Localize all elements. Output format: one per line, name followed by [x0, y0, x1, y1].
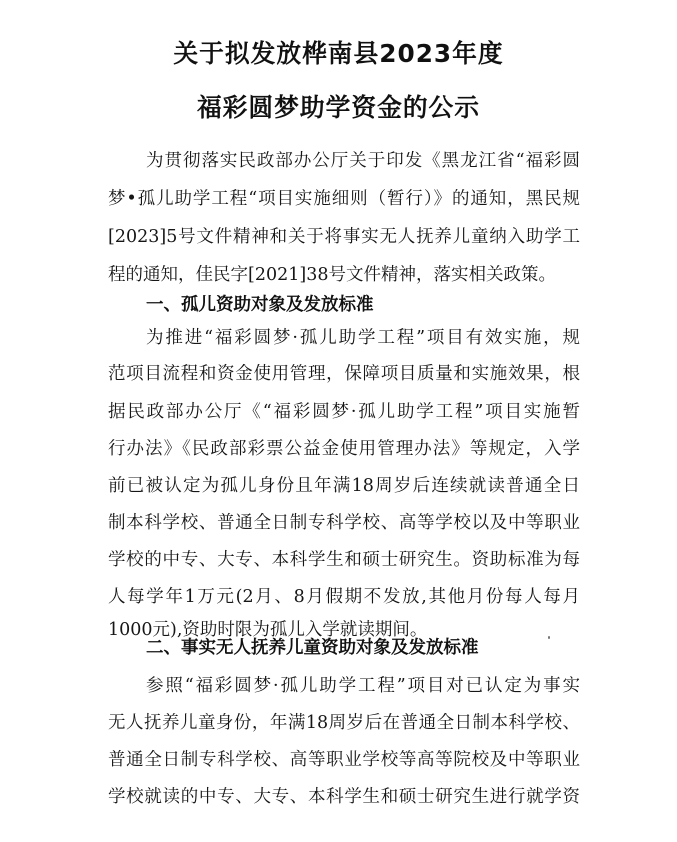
section-2-paragraph-line: 普通全日制专科学校、高等职业学校等高等院校及中等职业	[108, 750, 580, 770]
section-2-paragraph-line: 参照“福彩圆梦·孤儿助学工程”项目对已认定为事实	[146, 676, 580, 696]
intro-paragraph-line: 程的通知，佳民字[2021]38号文件精神，落实相关政策。	[108, 265, 556, 285]
section-1-paragraph-line: 据民政部办公厅《“福彩圆梦·孤儿助学工程”项目实施暂	[108, 402, 580, 422]
section-2-heading: 二、事实无人抚养儿童资助对象及发放标准	[146, 638, 479, 658]
section-1-paragraph-line: 1000元),资助时限为孤儿入学就读期间。	[108, 620, 428, 640]
section-1-heading: 一、孤儿资助对象及发放标准	[146, 295, 374, 315]
scan-speck	[548, 636, 550, 639]
intro-paragraph-line: 梦•孤儿助学工程“项目实施细则（暂行）》的通知，黑民规	[108, 189, 580, 209]
section-1-paragraph-line: 为推进“福彩圆梦·孤儿助学工程”项目有效实施，规	[146, 328, 580, 348]
section-1-paragraph-line: 行办法》《民政部彩票公益金使用管理办法》等规定，入学	[108, 439, 580, 459]
document-title-line-2: 福彩圆梦助学资金的公示	[196, 93, 481, 122]
section-1-paragraph-line: 前已被认定为孤儿身份且年满18周岁后连续就读普通全日	[108, 476, 580, 496]
document-title-line-1: 关于拟发放桦南县2023年度	[173, 39, 504, 68]
section-2-paragraph-line: 无人抚养儿童身份，年满18周岁后在普通全日制本科学校、	[108, 713, 580, 733]
section-2-paragraph-line: 学校就读的中专、大专、本科学生和硕士研究生进行就学资	[108, 787, 580, 807]
section-1-paragraph-line: 学校的中专、大专、本科学生和硕士研究生。资助标准为每	[108, 550, 580, 570]
intro-paragraph-line: 为贯彻落实民政部办公厅关于印发《黑龙江省“福彩圆	[146, 151, 580, 171]
section-1-paragraph-line: 人每学年1万元(2月、8月假期不发放,其他月份每人每月	[108, 587, 580, 607]
intro-paragraph-line: [2023]5号文件精神和关于将事实无人抚养儿童纳入助学工	[108, 227, 580, 247]
section-1-paragraph-line: 制本科学校、普通全日制专科学校、高等学校以及中等职业	[108, 513, 580, 533]
section-1-paragraph-line: 范项目流程和资金使用管理，保障项目质量和实施效果，根	[108, 364, 580, 384]
